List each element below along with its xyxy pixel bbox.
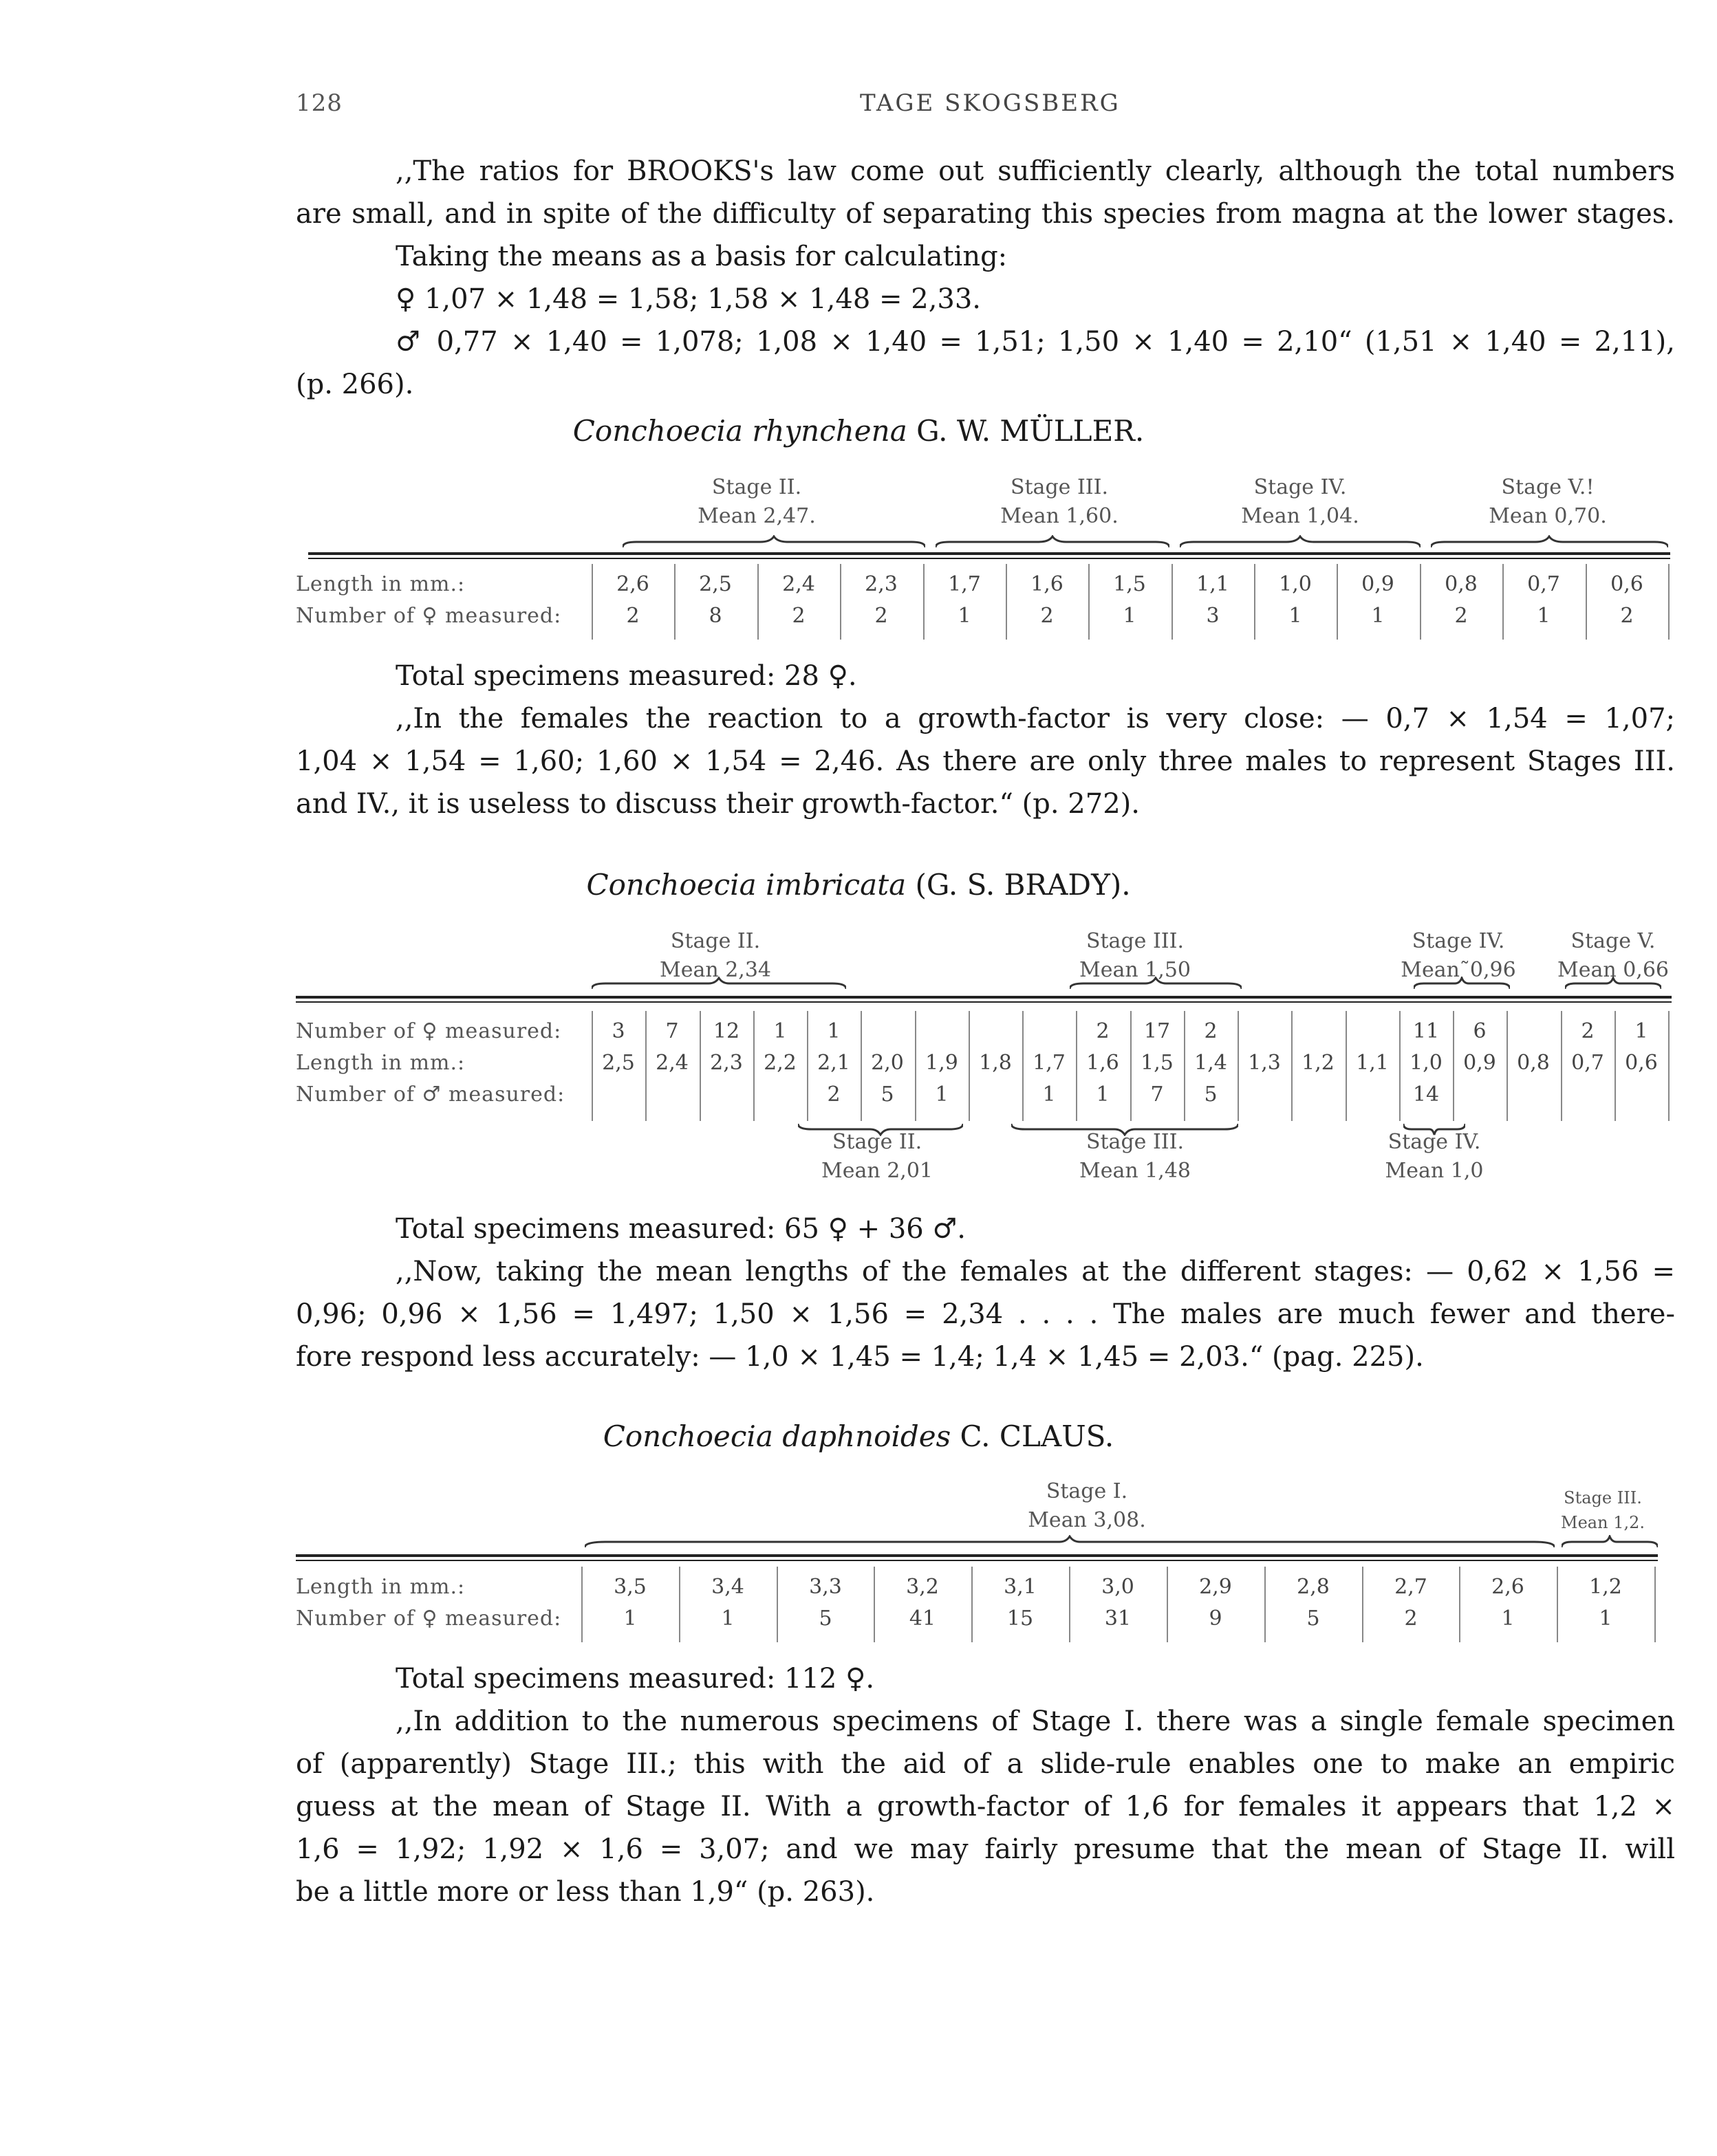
length-cell: 0,6 <box>1610 572 1643 596</box>
length-cell: 3,5 <box>614 1575 647 1599</box>
text-line: 0,96; 0,96 × 1,56 = 1,497; 1,50 × 1,56 = 2,34 . . . . The males are much fewer and there- <box>296 1298 1675 1330</box>
table-rule <box>296 1001 1672 1003</box>
male-count-cell: 5 <box>881 1082 894 1107</box>
stage-label: Stage III. <box>1010 475 1109 499</box>
length-cell: 1,7 <box>948 572 981 596</box>
table2-male-stage-4 <box>1348 1128 1520 1186</box>
length-cell: 1,9 <box>925 1051 958 1075</box>
count-cell: 2 <box>626 604 640 628</box>
author-name: (G. S. BRADY). <box>915 868 1131 902</box>
page-number: 128 <box>296 89 343 117</box>
stage-label: Stage II. <box>832 1130 922 1154</box>
length-cell: 1,5 <box>1113 572 1146 596</box>
text-line: fore respond less accurately: — 1,0 × 1,45 = 1,4; 1,4 × 1,45 = 2,03.“ (pag. 225). <box>296 1341 1424 1373</box>
species-name: daphnoides <box>782 1419 951 1453</box>
stage-label: Stage II. <box>670 929 761 953</box>
stage-label: Stage IV. <box>1412 929 1505 953</box>
column-divider <box>1668 564 1670 640</box>
count-cell: 1 <box>721 1607 735 1631</box>
table-rule <box>308 558 1670 559</box>
brace <box>1565 977 1661 992</box>
female-count-cell: 1 <box>1634 1019 1648 1043</box>
column-divider <box>1654 1567 1656 1642</box>
table-rule <box>296 996 1672 999</box>
length-cell: 2,5 <box>602 1051 635 1075</box>
length-cell: 2,2 <box>764 1051 797 1075</box>
length-cell: 2,6 <box>1491 1575 1524 1599</box>
table1-stage-3 <box>991 473 1128 531</box>
row-label-male-count: Number of ♂ measured: <box>296 1082 565 1107</box>
brace <box>1562 1535 1658 1550</box>
female-count-cell: 17 <box>1143 1019 1171 1043</box>
length-cell: 3,0 <box>1101 1575 1134 1599</box>
author-name: G. W. MÜLLER. <box>916 414 1145 448</box>
stage-label: Stage V.! <box>1501 475 1595 499</box>
female-count-cell: 3 <box>612 1019 625 1043</box>
count-cell: 2 <box>1620 604 1634 628</box>
table1-stage-4 <box>1231 473 1369 531</box>
paragraph-brooks-ratios <box>296 150 1675 406</box>
row-label-female-count: Number of ♀ measured: <box>296 1019 562 1043</box>
female-count-cell: 12 <box>713 1019 740 1043</box>
table1-title <box>0 414 1717 448</box>
length-cell: 2,3 <box>865 572 898 596</box>
table3-title <box>0 1419 1717 1453</box>
text-line: guess at the mean of Stage II. With a growth-factor of 1,6 for females it appears that 1,2 × <box>296 1791 1675 1822</box>
female-count-cell: 2 <box>1581 1019 1595 1043</box>
author-name: C. CLAUS. <box>960 1419 1114 1453</box>
genus-name: Conchoecia <box>572 414 743 448</box>
stage-mean: Mean 2,01 <box>821 1159 933 1183</box>
male-count-cell: 14 <box>1412 1082 1440 1107</box>
female-count-cell: 2 <box>1096 1019 1110 1043</box>
stage-mean: Mean 1,0 <box>1385 1159 1484 1183</box>
table1-stage-2 <box>688 473 825 531</box>
text-line: be a little more or less than 1,9“ (p. 263). <box>296 1876 875 1908</box>
length-cell: 2,3 <box>710 1051 743 1075</box>
stage-label: Stage III. <box>1086 929 1185 953</box>
length-cell: 2,1 <box>817 1051 850 1075</box>
length-cell: 2,5 <box>699 572 732 596</box>
brace <box>1431 535 1668 550</box>
paragraph-imbricata <box>296 1208 1675 1378</box>
count-cell: 3 <box>1206 604 1220 628</box>
count-cell: 31 <box>1104 1607 1132 1631</box>
stage-mean: Mean 0,70. <box>1489 504 1607 528</box>
text-line: Total specimens measured: 28 ♀. <box>396 660 857 692</box>
length-cell: 2,8 <box>1297 1575 1330 1599</box>
length-cell: 0,9 <box>1463 1051 1496 1075</box>
length-cell: 1,3 <box>1248 1051 1281 1075</box>
brace <box>1070 977 1242 992</box>
text-line: ♀ 1,07 × 1,48 = 1,58; 1,58 × 1,48 = 2,33. <box>396 283 982 315</box>
table-rule <box>296 1554 1658 1557</box>
count-cell: 5 <box>819 1607 832 1631</box>
text-line: ,,Now, taking the mean lengths of the females at the different stages: — 0,62 × 1,56 = <box>396 1256 1675 1287</box>
table3-stage-3 <box>1548 1485 1658 1535</box>
length-cell: 1,2 <box>1589 1575 1622 1599</box>
length-cell: 3,1 <box>1004 1575 1037 1599</box>
brace <box>623 535 925 550</box>
brace <box>1414 977 1510 992</box>
count-cell: 1 <box>1371 604 1385 628</box>
page-header <box>296 89 1672 131</box>
count-cell: 15 <box>1006 1607 1034 1631</box>
stage-label: Stage III. <box>1086 1130 1185 1154</box>
brace <box>592 977 846 992</box>
stage-label: Stage IV. <box>1253 475 1347 499</box>
length-cell: 2,6 <box>616 572 649 596</box>
text-line: and IV., it is useless to discuss their growth-factor.“ (p. 272). <box>296 788 1140 820</box>
length-cell: 3,4 <box>711 1575 744 1599</box>
stage-mean: Mean 0,66 <box>1557 958 1669 982</box>
text-line: (p. 266). <box>296 369 414 400</box>
count-cell: 2 <box>874 604 888 628</box>
length-cell: 1,1 <box>1196 572 1229 596</box>
species-name: imbricata <box>765 868 907 902</box>
table1-stage-5 <box>1479 473 1617 531</box>
length-cell: 2,4 <box>782 572 815 596</box>
male-count-cell: 5 <box>1204 1082 1218 1107</box>
running-head: TAGE SKOGSBERG <box>860 89 1121 117</box>
table2-male-stage-2 <box>791 1128 963 1186</box>
stage-mean: Mean 2,47. <box>698 504 816 528</box>
text-line: Total specimens measured: 112 ♀. <box>396 1663 875 1695</box>
count-cell: 9 <box>1209 1607 1222 1631</box>
stage-label: Stage IV. <box>1387 1130 1481 1154</box>
length-cell: 0,8 <box>1517 1051 1550 1075</box>
genus-name: Conchoecia <box>586 868 757 902</box>
female-count-cell: 1 <box>827 1019 841 1043</box>
length-cell: 3,3 <box>809 1575 842 1599</box>
female-count-cell: 11 <box>1412 1019 1440 1043</box>
column-divider <box>1668 1011 1670 1121</box>
row-label-count: Number of ♀ measured: <box>296 604 562 628</box>
length-cell: 0,8 <box>1445 572 1478 596</box>
row-label-length: Length in mm.: <box>296 572 466 596</box>
length-cell: 1,5 <box>1141 1051 1174 1075</box>
stage-label: Stage V. <box>1570 929 1656 953</box>
count-cell: 1 <box>1123 604 1136 628</box>
count-cell: 1 <box>958 604 971 628</box>
male-count-cell: 2 <box>827 1082 841 1107</box>
paragraph-daphnoides <box>296 1657 1675 1913</box>
text-line: ♂ 0,77 × 1,40 = 1,078; 1,08 × 1,40 = 1,51; 1,50 × 1,40 = 2,10“ (1,51 × 1,40 = 2,11), <box>396 326 1675 358</box>
count-cell: 2 <box>1040 604 1054 628</box>
length-cell: 3,2 <box>906 1575 939 1599</box>
length-cell: 2,7 <box>1394 1575 1427 1599</box>
count-cell: 2 <box>1454 604 1468 628</box>
count-cell: 8 <box>709 604 722 628</box>
length-cell: 2,9 <box>1199 1575 1232 1599</box>
row-label-length: Length in mm.: <box>296 1051 466 1075</box>
length-cell: 1,7 <box>1033 1051 1066 1075</box>
text-line: ,,In the females the reaction to a growth-factor is very close: — 0,7 × 1,54 = 1,07; <box>396 703 1675 734</box>
count-cell: 5 <box>1306 1607 1320 1631</box>
length-cell: 1,1 <box>1356 1051 1389 1075</box>
stage-mean: Mean 2,34 <box>659 958 771 982</box>
stage-mean: Mean 1,2. <box>1561 1513 1645 1532</box>
stage-label: Stage II. <box>711 475 802 499</box>
length-cell: 0,7 <box>1571 1051 1604 1075</box>
length-cell: 0,7 <box>1527 572 1560 596</box>
brace <box>1180 535 1421 550</box>
stage-mean: Mean 1,48 <box>1079 1159 1191 1183</box>
length-cell: 1,0 <box>1410 1051 1443 1075</box>
count-cell: 2 <box>792 604 806 628</box>
text-line: Taking the means as a basis for calculating: <box>396 241 1008 272</box>
count-cell: 1 <box>623 1607 637 1631</box>
stage-mean: Mean 1,50 <box>1079 958 1191 982</box>
table-rule <box>296 1560 1658 1561</box>
male-count-cell: 1 <box>1042 1082 1056 1107</box>
row-label-length: Length in mm.: <box>296 1575 466 1599</box>
length-cell: 2,4 <box>656 1051 689 1075</box>
genus-name: Conchoecia <box>603 1419 773 1453</box>
text-line: of (apparently) Stage III.; this with the aid of a slide-rule enables one to make an empiric <box>296 1748 1675 1780</box>
stage-mean: Mean˜0,96 <box>1401 958 1516 982</box>
brace <box>585 1535 1555 1550</box>
female-count-cell: 1 <box>773 1019 787 1043</box>
text-line: 1,04 × 1,54 = 1,60; 1,60 × 1,54 = 2,46. As there are only three males to represent Stages III. <box>296 745 1675 777</box>
stage-mean: Mean 1,60. <box>1000 504 1119 528</box>
male-count-cell: 7 <box>1150 1082 1164 1107</box>
length-cell: 1,2 <box>1302 1051 1335 1075</box>
paragraph-rhynchena <box>296 655 1675 825</box>
text-line: are small, and in spite of the difficulty of separating this species from magna at the lower stages. <box>296 198 1675 230</box>
count-cell: 1 <box>1537 604 1551 628</box>
length-cell: 1,8 <box>979 1051 1012 1075</box>
male-count-cell: 1 <box>935 1082 949 1107</box>
length-cell: 1,4 <box>1194 1051 1227 1075</box>
count-cell: 2 <box>1404 1607 1418 1631</box>
stage-label: Stage III. <box>1564 1488 1642 1507</box>
text-line: 1,6 = 1,92; 1,92 × 1,6 = 3,07; and we may fairly presume that the mean of Stage II. will <box>296 1833 1675 1865</box>
row-label-count: Number of ♀ measured: <box>296 1607 562 1631</box>
length-cell: 1,6 <box>1086 1051 1119 1075</box>
female-count-cell: 6 <box>1473 1019 1487 1043</box>
stage-mean: Mean 1,04. <box>1241 504 1359 528</box>
species-name: rhynchena <box>752 414 907 448</box>
text-line: ,,In addition to the numerous specimens of Stage I. there was a single female specimen <box>396 1706 1675 1737</box>
brace <box>936 535 1169 550</box>
stage-mean: Mean 3,08. <box>1028 1508 1146 1532</box>
table3-stage-1 <box>991 1477 1183 1535</box>
text-line: ,,The ratios for BROOKS's law come out sufficiently clearly, although the total numbers <box>396 155 1675 187</box>
female-count-cell: 2 <box>1204 1019 1218 1043</box>
female-count-cell: 7 <box>665 1019 679 1043</box>
count-cell: 1 <box>1288 604 1302 628</box>
length-cell: 2,0 <box>871 1051 904 1075</box>
length-cell: 1,0 <box>1279 572 1312 596</box>
text-line: Total specimens measured: 65 ♀ + 36 ♂. <box>396 1213 967 1245</box>
count-cell: 1 <box>1599 1607 1612 1631</box>
length-cell: 1,6 <box>1030 572 1063 596</box>
length-cell: 0,6 <box>1625 1051 1658 1075</box>
length-cell: 0,9 <box>1361 572 1394 596</box>
count-cell: 41 <box>909 1607 936 1631</box>
count-cell: 1 <box>1501 1607 1515 1631</box>
table-rule <box>308 552 1670 555</box>
stage-label: Stage I. <box>1046 1479 1128 1503</box>
male-count-cell: 1 <box>1096 1082 1110 1107</box>
table2-title <box>0 868 1717 902</box>
table2-male-stage-3 <box>1049 1128 1221 1186</box>
